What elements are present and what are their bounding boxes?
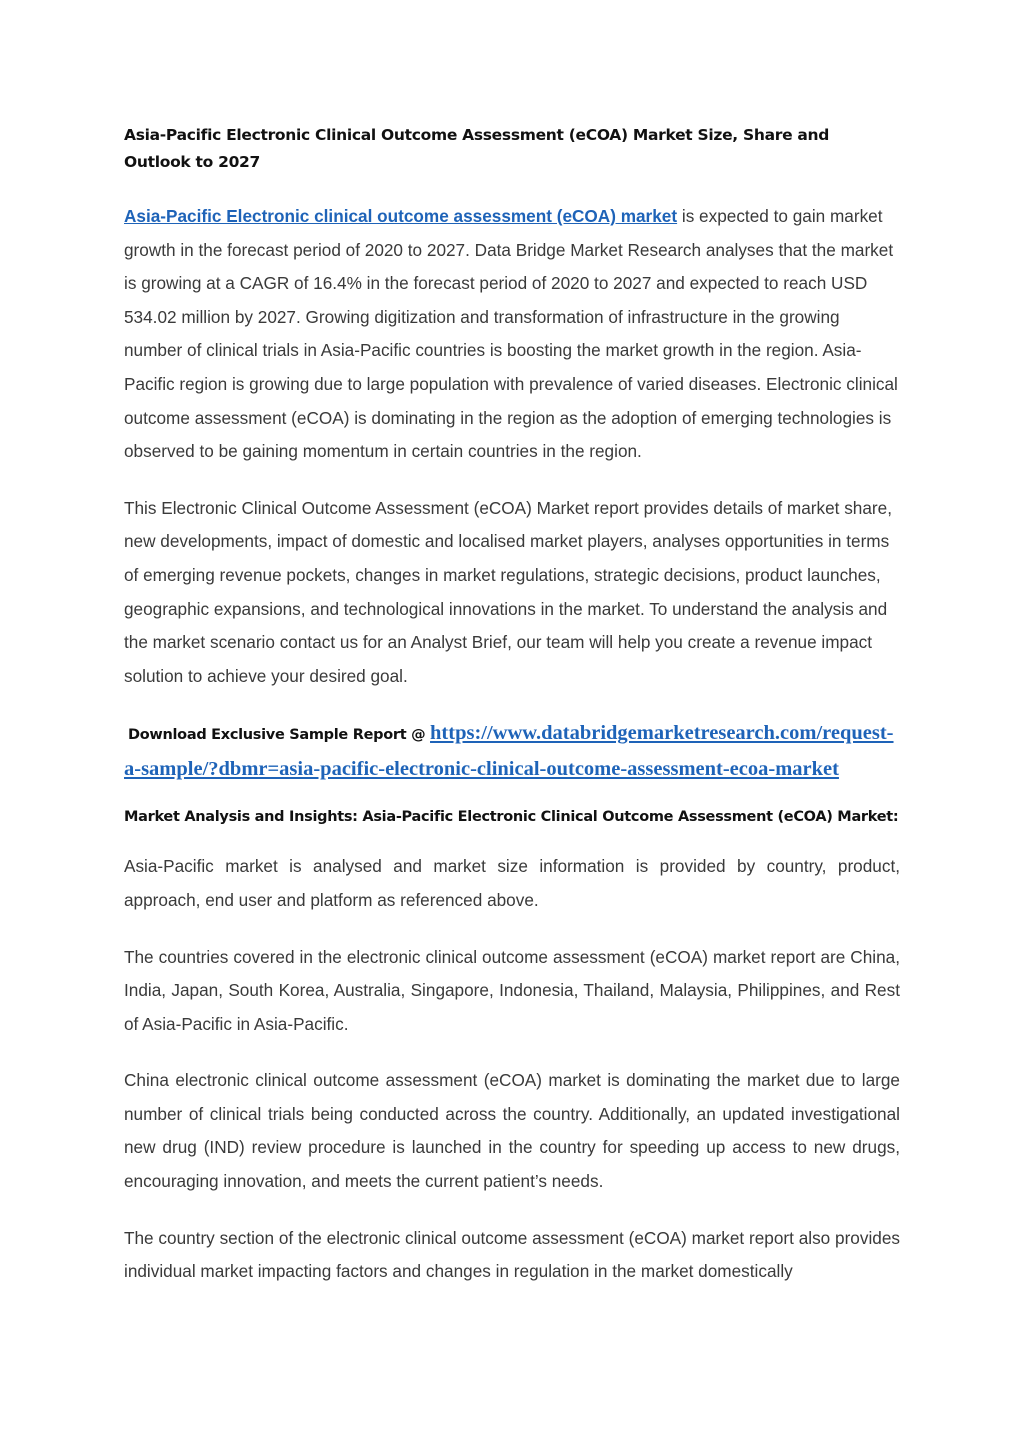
sample-report-link-part1[interactable]: https://www.databridgemarketresearch.com/request-: [430, 722, 894, 745]
intro-paragraph: [124, 200, 900, 469]
market-link[interactable]: Asia-Pacific Electronic clinical outcome assessment (eCOA) market: [124, 206, 678, 226]
intro-text: is expected to gain market growth in the forecast period of 2020 to 2027. Data Bridge Market Research analyses that the market is growing at a CAGR of 16.4% in the forecast period of 2020 to 2027 and expected to reach USD 534.02 million by 2027. Growing digitization and transformation of infrastructure in the growing number of clinical trials in Asia-Pacific countries is boosting the market growth in the region. Asia-Pacific region is growing due to large population with prevalence of varied diseases. Electronic clinical outcome assessment (eCOA) is dominating in the region as the adoption of emerging technologies is observed to be gaining momentum in certain countries in the region.: [124, 206, 898, 462]
download-sample-section: [124, 716, 900, 786]
document-page: [124, 122, 900, 1312]
market-analysis-heading: Market Analysis and Insights: Asia-Pacific Electronic Clinical Outcome Assessment (eCOA) Market:: [124, 809, 899, 826]
sample-report-link-part2[interactable]: a-sample/?dbmr=asia-pacific-electronic-clinical-outcome-assessment-ecoa-market: [124, 758, 839, 781]
china-paragraph: China electronic clinical outcome assessment (eCOA) market is dominating the market due to large number of clinical trials being conducted across the country. Additionally, an updated investigational new drug (IND) review procedure is launched in the country for speeding up access to new drugs, encouraging innovation, and meets the current patient’s needs.: [124, 1070, 900, 1192]
report-paragraph: This Electronic Clinical Outcome Assessment (eCOA) Market report provides details of market share, new developments, impact of domestic and localised market players, analyses opportunities in terms of emerging revenue pockets, changes in market regulations, strategic decisions, product launches, geographic expansions, and technological innovations in the market. To understand the analysis and the market scenario contact us for an Analyst Brief, our team will help you create a revenue impact solution to achieve your desired goal.: [124, 497, 892, 686]
download-label: Download Exclusive Sample Report @: [128, 727, 431, 744]
countries-paragraph: The countries covered in the electronic clinical outcome assessment (eCOA) market report are China, India, Japan, South Korea, Australia, Singapore, Indonesia, Thailand, Malaysia, Philippines, and Rest of Asia-Pacific in Asia-Pacific.: [124, 946, 900, 1034]
market-size-paragraph: Asia-Pacific market is analysed and market size information is provided by country, product, approach, end user and platform as referenced above.: [124, 856, 900, 910]
country-section-paragraph: The country section of the electronic clinical outcome assessment (eCOA) market report also provides individual market impacting factors and changes in regulation in the market domestically: [124, 1227, 900, 1282]
document-title: Asia-Pacific Electronic Clinical Outcome Assessment (eCOA) Market Size, Share and Outlook to 2027: [124, 126, 830, 171]
